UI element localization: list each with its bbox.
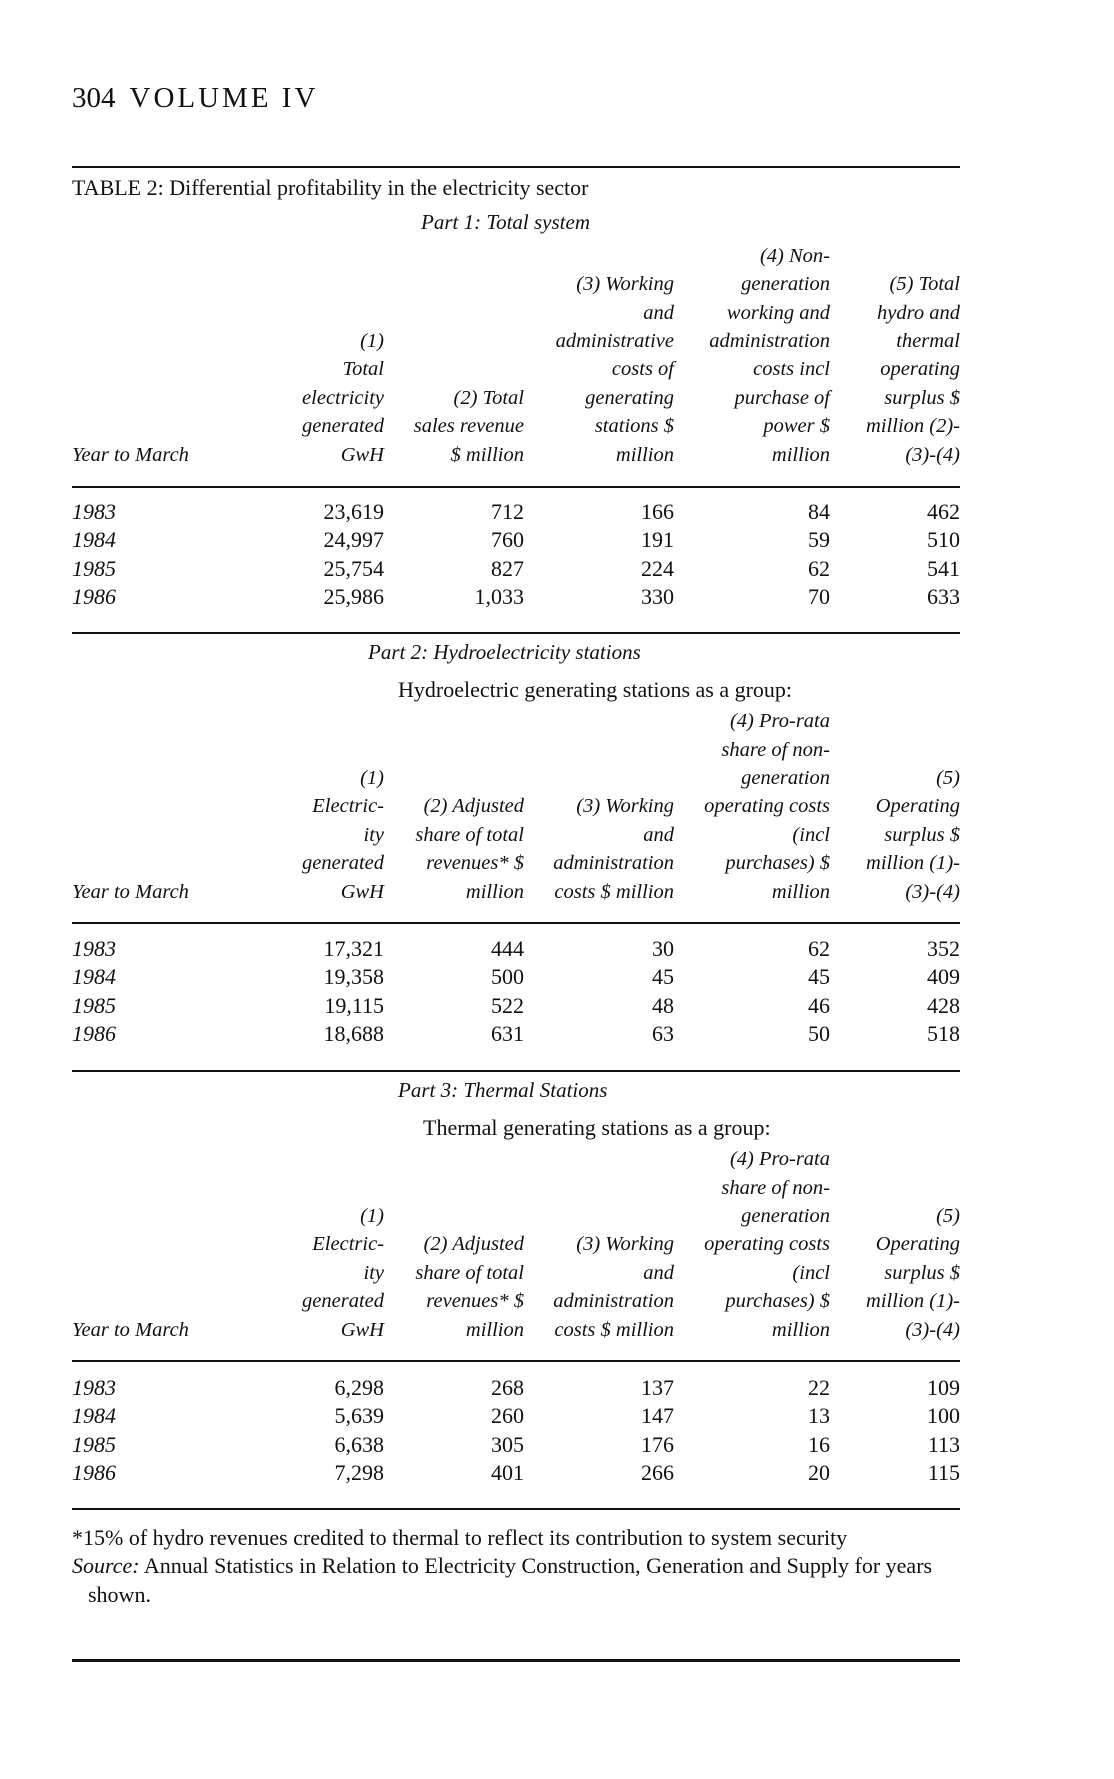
- header-line: Operating: [875, 795, 960, 818]
- header-line: costs incl: [753, 358, 830, 381]
- header-line: (1): [360, 329, 384, 352]
- header-col-5: [830, 1202, 960, 1344]
- header-line: administrative: [555, 329, 674, 352]
- header-line: and: [643, 823, 674, 846]
- page-header: [72, 82, 318, 115]
- header-line: purchases) $: [725, 852, 830, 875]
- header-year: [72, 1316, 240, 1344]
- cell-year: 1983: [72, 1375, 116, 1400]
- header-line: share of non-: [721, 1176, 830, 1199]
- header-line: hydro and: [877, 301, 960, 324]
- cell-col-1: 6,298: [334, 1375, 384, 1400]
- part-3-end-rule: [72, 1508, 960, 1510]
- header-line: generation: [741, 273, 830, 296]
- header-line: purchase of: [734, 386, 830, 409]
- table-title: TABLE 2: Differential profitability in the electricity sector: [72, 175, 589, 200]
- header-line: generated: [302, 415, 384, 438]
- table-row: [72, 1431, 960, 1459]
- header-line: share of total: [415, 823, 524, 846]
- header-line: surplus $: [884, 386, 960, 409]
- part-2-group-label: Hydroelectric generating stations as a group:: [398, 677, 793, 702]
- part-3-header: [72, 1145, 960, 1344]
- part-2-title: Part 2: Hydroelectricity stations: [368, 640, 641, 664]
- header-line: administration: [553, 1290, 674, 1313]
- cell-col-1: 17,321: [323, 936, 384, 961]
- header-line: $ million: [450, 443, 524, 466]
- cell-col-5: 352: [927, 936, 960, 961]
- source-note: [72, 1552, 962, 1609]
- cell-col-4: 45: [808, 964, 830, 990]
- header-line: (3) Working: [576, 795, 674, 818]
- cell-col-3: 266: [641, 1460, 674, 1486]
- cell-year: 1984: [72, 1403, 116, 1429]
- header-line: (3)-(4): [905, 443, 960, 466]
- cell-col-2: 305: [491, 1431, 524, 1457]
- header-line: (5): [936, 1204, 960, 1227]
- cell-col-5: 115: [927, 1460, 960, 1486]
- table-row: [72, 526, 960, 554]
- header-line: costs $ million: [554, 880, 674, 903]
- header-line: electricity: [302, 386, 384, 409]
- header-col-3: [524, 270, 674, 469]
- header-line: generated: [302, 1290, 384, 1313]
- cell-col-1: 5,639: [334, 1403, 384, 1429]
- header-line: Year to March: [72, 1318, 189, 1341]
- cell-col-3: 137: [641, 1375, 674, 1400]
- cell-col-3: 224: [641, 555, 674, 581]
- part-1-end-rule: [72, 632, 960, 634]
- header-line: ity: [363, 1261, 384, 1284]
- cell-col-1: 6,638: [334, 1431, 384, 1457]
- footnotes: [72, 1524, 962, 1609]
- cell-year: 1985: [72, 992, 116, 1018]
- table-row: [72, 992, 960, 1020]
- table-row: [72, 935, 960, 963]
- header-col-3: [524, 1230, 674, 1344]
- header-line: purchases) $: [725, 1290, 830, 1313]
- footnote: *15% of hydro revenues credited to thermal to reflect its contribution to system security: [72, 1525, 848, 1550]
- header-line: million: [465, 880, 524, 903]
- header-line: costs of: [611, 358, 674, 381]
- header-line: (4) Pro-rata: [729, 1148, 830, 1171]
- cell-year: 1986: [72, 584, 116, 610]
- source-text: Annual Statistics in Relation to Electricity Construction, Generation and Supply for years shown.: [88, 1553, 933, 1607]
- header-line: Electric-: [312, 1233, 384, 1256]
- header-col-4: [674, 242, 830, 469]
- cell-col-4: 62: [808, 555, 830, 581]
- header-line: share of non-: [721, 738, 830, 761]
- cell-col-4: 20: [808, 1460, 830, 1486]
- part-2-body: [72, 935, 960, 1049]
- cell-year: 1985: [72, 1431, 116, 1457]
- header-line: million: [771, 1318, 830, 1341]
- header-line: million: [465, 1318, 524, 1341]
- header-line: million (1)-: [866, 852, 960, 875]
- cell-col-1: 7,298: [334, 1460, 384, 1486]
- header-line: GwH: [340, 443, 384, 466]
- header-line: share of total: [415, 1261, 524, 1284]
- header-line: surplus $: [884, 1261, 960, 1284]
- header-col-5: [830, 270, 960, 469]
- cell-col-5: 633: [927, 584, 960, 610]
- cell-col-5: 109: [927, 1375, 960, 1400]
- header-line: thermal: [896, 329, 960, 352]
- cell-col-5: 518: [927, 1021, 960, 1047]
- cell-col-2: 444: [491, 936, 524, 961]
- header-line: (2) Total: [453, 386, 524, 409]
- part-3-header-rule: [72, 1360, 960, 1362]
- header-line: generated: [302, 852, 384, 875]
- cell-year: 1985: [72, 555, 116, 581]
- cell-col-4: 62: [808, 936, 830, 961]
- table-row: [72, 1459, 960, 1487]
- cell-col-5: 510: [927, 527, 960, 553]
- cell-year: 1984: [72, 527, 116, 553]
- header-line: million (1)-: [866, 1290, 960, 1313]
- part-1-header-rule: [72, 486, 960, 488]
- cell-col-4: 70: [808, 584, 830, 610]
- header-line: generating: [585, 386, 674, 409]
- cell-col-4: 59: [808, 527, 830, 553]
- part-2-end-rule: [72, 1070, 960, 1072]
- cell-col-3: 330: [641, 584, 674, 610]
- header-col-2: [384, 1230, 524, 1344]
- bottom-rule: [72, 1659, 960, 1662]
- header-line: ity: [363, 823, 384, 846]
- source-label: Source:: [72, 1553, 140, 1579]
- cell-col-4: 50: [808, 1021, 830, 1047]
- cell-col-3: 48: [652, 992, 674, 1018]
- header-line: (3)-(4): [905, 1318, 960, 1341]
- cell-col-2: 631: [491, 1021, 524, 1047]
- header-line: (2) Adjusted: [423, 795, 524, 818]
- cell-col-5: 113: [927, 1431, 960, 1457]
- page-number: 304: [72, 82, 116, 114]
- cell-col-2: 760: [491, 527, 524, 553]
- cell-col-2: 268: [491, 1375, 524, 1400]
- cell-year: 1986: [72, 1460, 116, 1486]
- cell-col-2: 260: [491, 1403, 524, 1429]
- header-line: GwH: [340, 880, 384, 903]
- header-line: and: [643, 1261, 674, 1284]
- header-line: operating costs: [704, 795, 830, 818]
- cell-col-1: 25,986: [323, 584, 384, 610]
- cell-col-5: 428: [927, 992, 960, 1018]
- cell-col-3: 63: [652, 1021, 674, 1047]
- header-line: (1): [360, 1204, 384, 1227]
- cell-col-3: 147: [641, 1403, 674, 1429]
- header-col-2: [384, 792, 524, 906]
- header-line: sales revenue: [413, 415, 524, 438]
- header-line: (1): [360, 766, 384, 789]
- cell-col-1: 19,358: [323, 964, 384, 990]
- header-line: million: [771, 443, 830, 466]
- cell-col-5: 462: [927, 499, 960, 524]
- header-line: (5) Total: [889, 273, 960, 296]
- header-line: million (2)-: [866, 415, 960, 438]
- header-line: operating costs: [704, 1233, 830, 1256]
- header-line: Electric-: [312, 795, 384, 818]
- top-rule: [72, 166, 960, 168]
- header-line: (3) Working: [576, 273, 674, 296]
- cell-col-1: 19,115: [324, 992, 384, 1018]
- part-1-title: Part 1: Total system: [421, 210, 590, 234]
- header-line: Year to March: [72, 443, 189, 466]
- cell-col-2: 1,033: [474, 584, 524, 610]
- cell-year: 1983: [72, 936, 116, 961]
- cell-col-1: 25,754: [323, 555, 384, 581]
- header-col-1: [240, 764, 384, 906]
- part-3-body: [72, 1374, 960, 1488]
- header-line: (3) Working: [576, 1233, 674, 1256]
- header-col-4: [674, 707, 830, 906]
- cell-col-5: 100: [927, 1403, 960, 1429]
- cell-year: 1983: [72, 499, 116, 524]
- table-row: [72, 555, 960, 583]
- header-line: generation: [741, 1204, 830, 1227]
- cell-col-4: 84: [808, 499, 830, 524]
- cell-col-3: 166: [641, 499, 674, 524]
- cell-col-3: 176: [641, 1431, 674, 1457]
- header-col-3: [524, 792, 674, 906]
- part-2-header-rule: [72, 922, 960, 924]
- part-3-group-label: Thermal generating stations as a group:: [423, 1115, 771, 1140]
- header-col-1: [240, 327, 384, 469]
- header-line: and: [643, 301, 674, 324]
- cell-col-3: 30: [652, 936, 674, 961]
- cell-col-4: 22: [808, 1375, 830, 1400]
- header-line: (4) Non-: [759, 244, 830, 267]
- header-line: costs $ million: [554, 1318, 674, 1341]
- header-line: stations $: [594, 415, 674, 438]
- cell-col-4: 46: [808, 992, 830, 1018]
- header-col-2: [384, 384, 524, 469]
- cell-col-5: 409: [927, 964, 960, 990]
- cell-col-4: 16: [808, 1431, 830, 1457]
- part-1-header: [72, 242, 960, 469]
- header-line: surplus $: [884, 823, 960, 846]
- part-1-body: [72, 498, 960, 612]
- table-row: [72, 498, 960, 526]
- header-line: revenues* $: [426, 1290, 524, 1313]
- header-line: GwH: [340, 1318, 384, 1341]
- cell-col-2: 522: [491, 992, 524, 1018]
- table-row: [72, 1374, 960, 1402]
- cell-year: 1984: [72, 964, 116, 990]
- cell-col-2: 500: [491, 964, 524, 990]
- header-line: working and: [726, 301, 830, 324]
- cell-col-2: 401: [491, 1460, 524, 1486]
- header-line: Year to March: [72, 880, 189, 903]
- header-line: (4) Pro-rata: [729, 710, 830, 733]
- header-col-4: [674, 1145, 830, 1344]
- header-line: Operating: [875, 1233, 960, 1256]
- table-row: [72, 1020, 960, 1048]
- header-line: administration: [553, 852, 674, 875]
- table-row: [72, 1402, 960, 1430]
- cell-col-3: 45: [652, 964, 674, 990]
- header-line: million: [771, 880, 830, 903]
- header-year: [72, 878, 240, 906]
- cell-col-1: 23,619: [323, 499, 384, 524]
- header-year: [72, 441, 240, 469]
- part-3-title: Part 3: Thermal Stations: [398, 1078, 608, 1102]
- volume-label: VOLUME IV: [129, 82, 319, 114]
- cell-col-1: 18,688: [323, 1021, 384, 1047]
- header-line: generation: [741, 766, 830, 789]
- cell-col-1: 24,997: [323, 527, 384, 553]
- header-line: (incl: [792, 823, 830, 846]
- header-line: revenues* $: [426, 852, 524, 875]
- cell-col-2: 712: [491, 499, 524, 524]
- cell-col-4: 13: [808, 1403, 830, 1429]
- cell-col-3: 191: [641, 527, 674, 553]
- cell-col-2: 827: [491, 555, 524, 581]
- cell-col-5: 541: [927, 555, 960, 581]
- cell-year: 1986: [72, 1021, 116, 1047]
- table-row: [72, 583, 960, 611]
- header-line: operating: [880, 358, 960, 381]
- header-line: (5): [936, 766, 960, 789]
- header-line: million: [615, 443, 674, 466]
- header-col-5: [830, 764, 960, 906]
- header-line: power $: [763, 415, 830, 438]
- part-2-header: [72, 707, 960, 906]
- header-line: (incl: [792, 1261, 830, 1284]
- header-line: administration: [709, 329, 830, 352]
- header-line: (3)-(4): [905, 880, 960, 903]
- table-row: [72, 963, 960, 991]
- header-line: Total: [342, 358, 384, 381]
- header-col-1: [240, 1202, 384, 1344]
- header-line: (2) Adjusted: [423, 1233, 524, 1256]
